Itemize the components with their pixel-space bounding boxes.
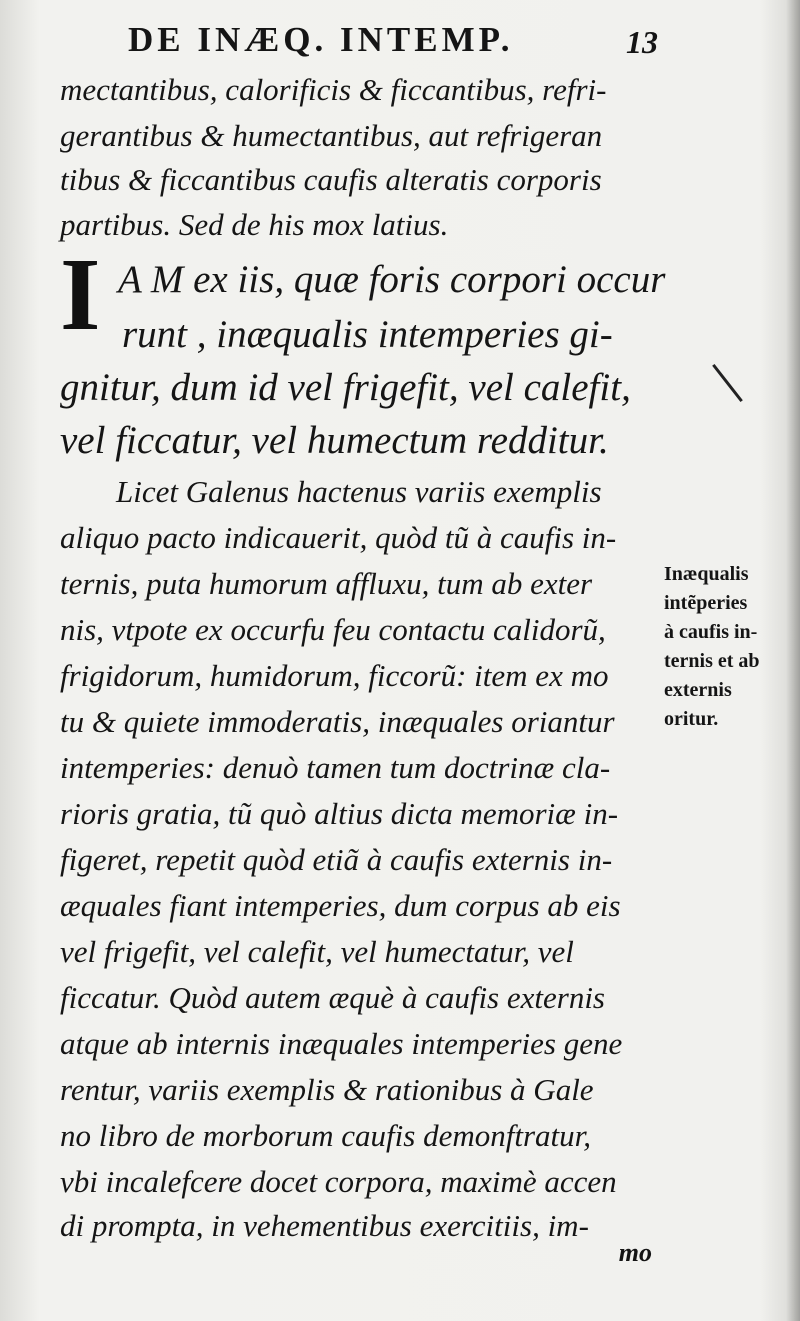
text-line: vbi incalefcere docet corpora, maximè accen bbox=[60, 1164, 617, 1199]
catchword: mo bbox=[618, 1238, 652, 1267]
text-line: æquales fiant intemperies, dum corpus ab eis bbox=[60, 888, 621, 923]
text-line: no libro de morborum caufis demonftratur, bbox=[60, 1118, 592, 1153]
margin-note-line: intẽperies bbox=[664, 592, 748, 614]
text-line: nis, vtpote ex occurfu feu contactu calidorũ, bbox=[60, 612, 606, 647]
margin-note-line: Inæqualis bbox=[664, 563, 749, 585]
margin-note-line: oritur. bbox=[664, 708, 719, 730]
running-title: DE INÆQ. INTEMP. bbox=[128, 20, 514, 59]
page-header bbox=[128, 18, 658, 68]
margin-note-line: à caufis in- bbox=[664, 621, 758, 643]
text-line: atque ab internis inæquales intemperies gene bbox=[60, 1026, 623, 1061]
text-line: Licet Galenus hactenus variis exemplis bbox=[116, 474, 602, 509]
text-line: gnitur, dum id vel frigefit, vel calefit, bbox=[60, 366, 631, 409]
text-line: ficcatur. Quòd autem æquè à caufis externis bbox=[60, 980, 605, 1015]
text-line: vel ficcatur, vel humectum redditur. bbox=[60, 419, 609, 462]
text-line: gerantibus & humectantibus, aut refrigeran bbox=[60, 118, 603, 153]
text-line: A M ex iis, quæ foris corpori occur bbox=[118, 258, 666, 301]
text-line: vel frigefit, vel calefit, vel humectatur, vel bbox=[60, 934, 574, 969]
text-line: runt , inæqualis intemperies gi- bbox=[122, 313, 613, 356]
text-line: mectantibus, calorificis & ficcantibus, refri- bbox=[60, 72, 607, 107]
text-line: partibus. Sed de his mox latius. bbox=[60, 207, 449, 242]
text-line: tibus & ficcantibus caufis alteratis corporis bbox=[60, 162, 602, 197]
text-line: frigidorum, humidorum, ficcorũ: item ex mo bbox=[60, 658, 609, 693]
margin-note bbox=[664, 560, 794, 734]
text-line: aliquo pacto indicauerit, quòd tũ à caufis in- bbox=[60, 520, 617, 555]
drop-cap: I bbox=[60, 237, 101, 352]
margin-note-line: ternis et ab bbox=[664, 650, 760, 672]
ink-stroke bbox=[712, 364, 743, 402]
text-line: figeret, repetit quòd etiã à caufis externis in- bbox=[60, 842, 613, 877]
page-number: 13 bbox=[626, 24, 658, 60]
text-line: intemperies: denuò tamen tum doctrinæ cla- bbox=[60, 750, 611, 785]
text-line: rioris gratia, tũ quò altius dicta memoriæ in- bbox=[60, 796, 619, 831]
text-line: ternis, puta humorum affluxu, tum ab exter bbox=[60, 566, 593, 601]
text-line: tu & quiete immoderatis, inæquales oriantur bbox=[60, 704, 615, 739]
text-line: rentur, variis exemplis & rationibus à Gale bbox=[60, 1072, 594, 1107]
margin-note-line: externis bbox=[664, 679, 732, 701]
text-line: di prompta, in vehementibus exercitiis, im- bbox=[60, 1208, 589, 1243]
